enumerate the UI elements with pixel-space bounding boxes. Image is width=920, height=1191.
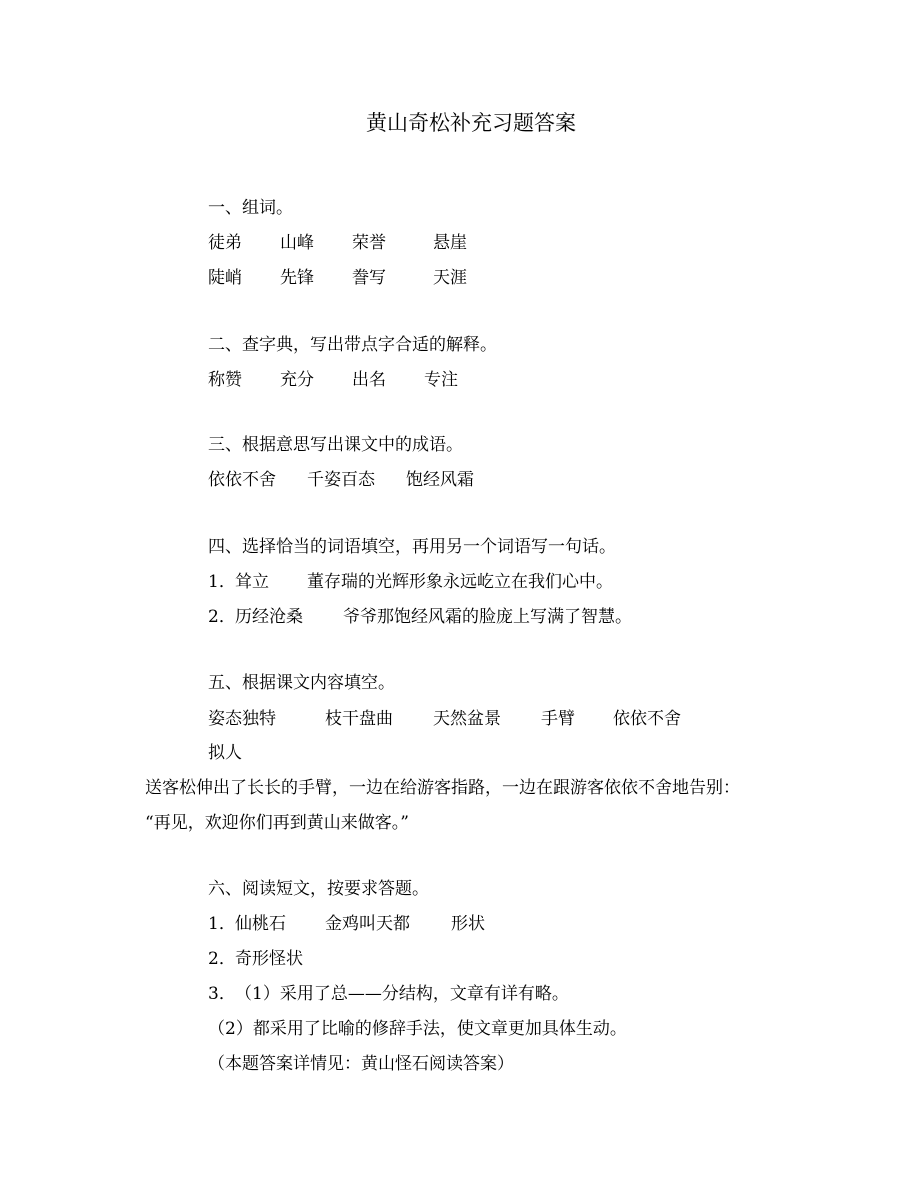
answer-word: 仙桃石: [235, 914, 286, 934]
answer-word: 出名: [352, 370, 386, 390]
answer-word: 手臂: [541, 709, 575, 729]
answer-word: 天然盆景: [433, 709, 501, 729]
answer-word: 奇形怪状: [235, 949, 303, 969]
answer-word: 荣誉: [352, 233, 386, 253]
answer-word: 姿态独特: [208, 709, 276, 729]
item-number: 1．: [208, 572, 236, 592]
answer-word: 耸立: [235, 572, 269, 592]
answer-word: 称赞: [208, 370, 242, 390]
answer-word: 天涯: [433, 268, 467, 288]
answer-idiom: 饱经风霜: [406, 470, 474, 490]
answer-idiom: 依依不舍: [208, 470, 276, 490]
section-3-heading: 三、根据意思写出课文中的成语。: [208, 435, 463, 455]
answer-word: 徒弟: [208, 233, 242, 253]
answer-note: （本题答案详情见：黄山怪石阅读答案）: [208, 1054, 514, 1074]
answer-sentence: （1）采用了总——分结构，文章有详有略。: [235, 984, 569, 1004]
answer-idiom: 千姿百态: [307, 470, 375, 490]
section-5-heading: 五、根据课文内容填空。: [208, 673, 395, 693]
answer-sentence: 董存瑞的光辉形象永远屹立在我们心中。: [307, 572, 613, 592]
answer-sentence: （2）都采用了比喻的修辞手法，使文章更加具体生动。: [208, 1019, 627, 1039]
section-4-heading: 四、选择恰当的词语填空，再用另一个词语写一句话。: [208, 537, 616, 557]
item-number: 2．: [208, 949, 236, 969]
answer-word: 充分: [280, 370, 314, 390]
answer-sentence: 爷爷那饱经风霜的脸庞上写满了智慧。: [343, 607, 632, 627]
answer-word: 悬崖: [433, 233, 467, 253]
answer-word: 专注: [424, 370, 458, 390]
answer-word: 先锋: [280, 268, 314, 288]
item-number: 2．: [208, 607, 236, 627]
answer-word: 陡峭: [208, 268, 242, 288]
answer-paragraph: 送客松伸出了长长的手臂，一边在给游客指路，一边在跟游客依依不舍地告别：: [145, 778, 740, 798]
item-number: 3．: [208, 984, 236, 1004]
section-6-heading: 六、阅读短文，按要求答题。: [208, 879, 429, 899]
section-2-heading: 二、查字典，写出带点字合适的解释。: [208, 335, 497, 355]
answer-word: 枝干盘曲: [325, 709, 393, 729]
answer-word: 拟人: [208, 743, 242, 763]
answer-word: 金鸡叫天都: [325, 914, 410, 934]
section-1-heading: 一、组词。: [208, 198, 293, 218]
answer-paragraph: “再见，欢迎你们再到黄山来做客。”: [145, 813, 409, 833]
item-number: 1．: [208, 914, 236, 934]
answer-word: 誊写: [352, 268, 386, 288]
document-title: 黄山奇松补充习题答案: [366, 111, 576, 135]
answer-word: 依依不舍: [613, 709, 681, 729]
answer-word: 历经沧桑: [235, 607, 303, 627]
answer-word: 山峰: [280, 233, 314, 253]
answer-word: 形状: [451, 914, 485, 934]
